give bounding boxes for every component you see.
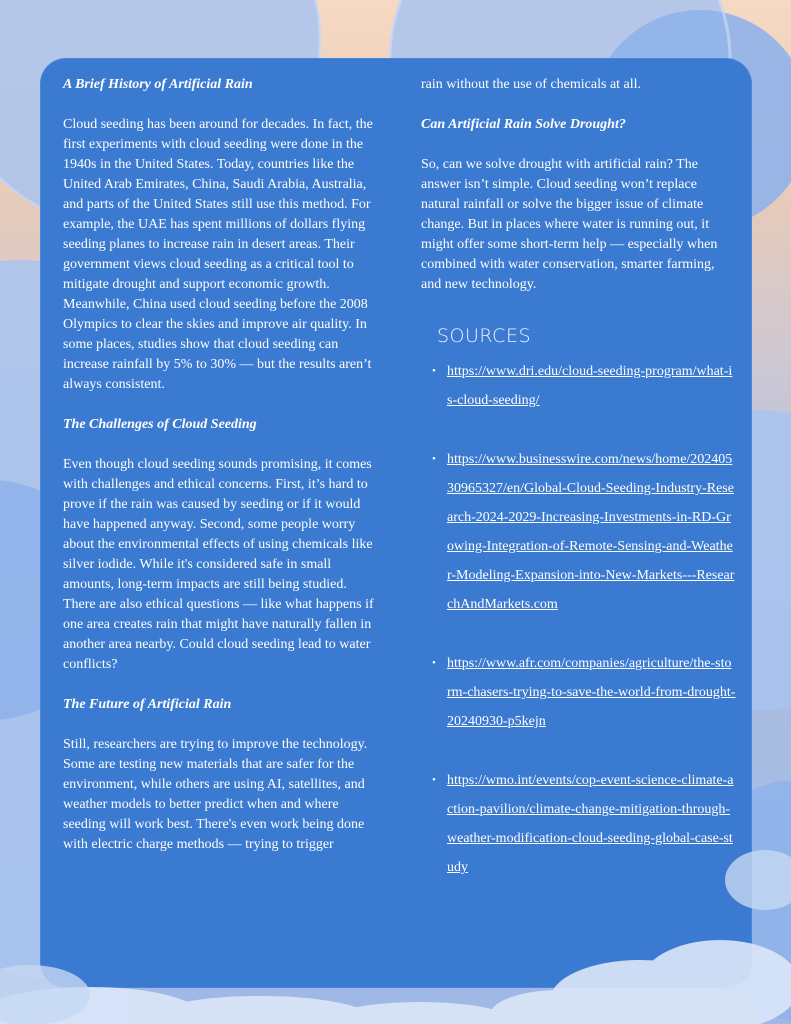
source-item xyxy=(421,357,736,415)
source-link-afr[interactable]: https://www.afr.com/companies/agriculture/the-storm-chasers-trying-to-save-the-world-from-drought-20240930-p5kejn xyxy=(447,656,736,729)
section-heading-challenges: The Challenges of Cloud Seeding xyxy=(63,417,257,432)
source-link-businesswire[interactable]: https://www.businesswire.com/news/home/20240530965327/en/Global-Cloud-Seeding-Industry-Research-2024-2029-Increasing-Investments-in-RD-Growing-Integration-of-Remote-Sensing-and-Weather-Modeling-Expansion-into-New-Markets---ResearchAndMarkets.com xyxy=(447,452,735,612)
source-link-dri[interactable]: https://www.dri.edu/cloud-seeding-program/what-is-cloud-seeding/ xyxy=(447,364,733,408)
sources-title: SOURCES xyxy=(437,325,532,347)
sources-list xyxy=(421,357,736,882)
section-body-future: Still, researchers are trying to improve the technology. Some are testing new materials that are safer for the environment, while others are using AI, satellites, and weather models to better predict when and where seeding will work best. There's even work being done with electric charge methods — trying to trigger xyxy=(63,737,368,852)
section-heading-future: The Future of Artificial Rain xyxy=(63,697,232,712)
left-column xyxy=(63,75,378,855)
right-column xyxy=(421,75,736,882)
section-body-drought: So, can we solve drought with artificial rain? The answer isn’t simple. Cloud seeding won’t replace natural rainfall or solve the bigger issue of climate change. But in places where water is running out, it might offer some short-term help — especially when combined with water conservation, smarter farming, and new technology. xyxy=(421,157,718,292)
source-item xyxy=(421,445,736,619)
section-heading-drought: Can Artificial Rain Solve Drought? xyxy=(421,117,626,132)
source-item xyxy=(421,766,736,882)
source-item xyxy=(421,649,736,736)
section-body-challenges: Even though cloud seeding sounds promising, it comes with challenges and ethical concerns. First, it’s hard to prove if the rain was caused by seeding or if it would have happened anyway. Second, some people worry about the environmental effects of using chemicals like silver iodide. While it's considered safe in small amounts, long-term impacts are still being studied. There are also ethical questions — like what happens if one area creates rain that might have naturally fallen in another area nearby. Could cloud seeding lead to water conflicts? xyxy=(63,457,374,672)
source-link-wmo[interactable]: https://wmo.int/events/cop-event-science-climate-action-pavilion/climate-change-mitigation-through-weather-modification-cloud-seeding-global-case-study xyxy=(447,773,734,875)
section-heading-history: A Brief History of Artificial Rain xyxy=(63,77,253,92)
continuation-text: rain without the use of chemicals at all. xyxy=(421,77,642,92)
section-body-history: Cloud seeding has been around for decades. In fact, the first experiments with cloud seeding were done in the 1940s in the United States. Today, countries like the United Arab Emirates, China, Saudi Arabia, Australia, and parts of the United States still use this method. For example, the UAE has spent millions of dollars flying seeding planes to increase rain in desert areas. Their government views cloud seeding as a critical tool to mitigate drought and support economic growth. Meanwhile, China used cloud seeding before the 2008 Olympics to clear the skies and improve air quality. In some places, studies show that cloud seeding can increase rainfall by 5% to 30% — but the results aren’t always consistent. xyxy=(63,117,373,392)
